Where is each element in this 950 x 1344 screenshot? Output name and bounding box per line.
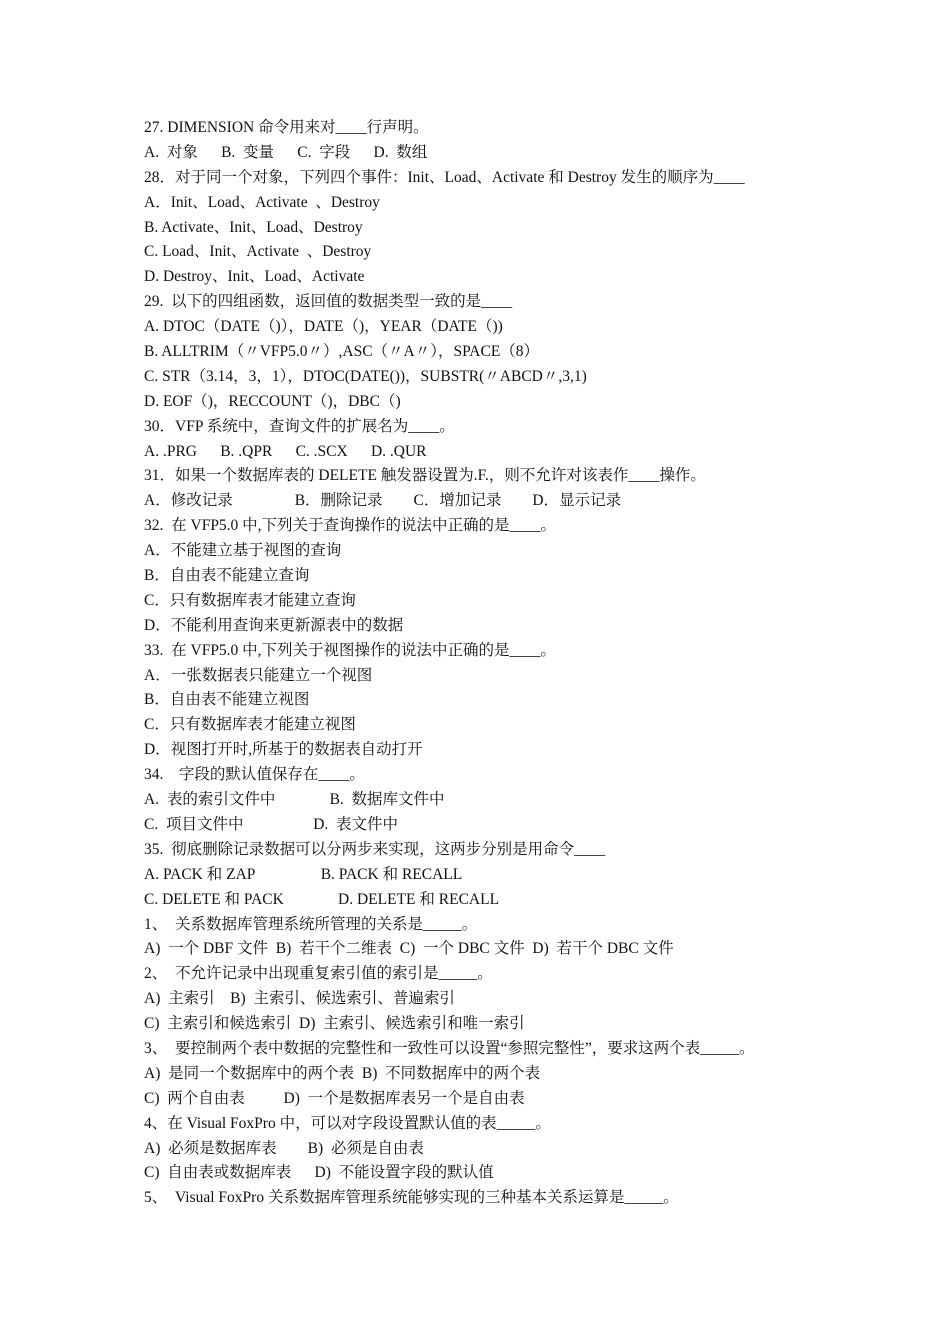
text-line: 2、 不允许记录中出现重复索引值的索引是_____。 — [144, 965, 493, 983]
text-line: A．修改记录 B．删除记录 C．增加记录 D．显示记录 — [144, 492, 622, 510]
text-line: 3、 要控制两个表中数据的完整性和一致性可以设置“参照完整性”，要求这两个表_____。 — [144, 1039, 755, 1057]
text-line: A. DTOC（DATE（)），DATE（)，YEAR（DATE（)) — [144, 318, 503, 336]
text-line: A．不能建立基于视图的查询 — [144, 542, 342, 560]
text-line: C. Load、Init、Activate 、Destroy — [144, 243, 372, 261]
text-line: 33. 在 VFP5.0 中,下列关于视图操作的说法中正确的是____。 — [144, 641, 557, 659]
text-line: A．一张数据表只能建立一个视图 — [144, 666, 373, 684]
text-line: A．Init、Load、Activate 、Destroy — [144, 193, 380, 211]
text-line: A) 必须是数据库表 B) 必须是自由表 — [144, 1139, 424, 1157]
text-line: 29. 以下的四组函数，返回值的数据类型一致的是____ — [144, 293, 513, 311]
text-line: 34. 字段的默认值保存在____。 — [144, 766, 365, 784]
text-line: A) 主索引 B) 主索引、候选索引、普遍索引 — [144, 990, 455, 1008]
text-line: B．自由表不能建立视图 — [144, 691, 310, 709]
text-line: C．只有数据库表才能建立查询 — [144, 591, 356, 609]
text-line: D. EOF（)，RECCOUNT（)，DBC（) — [144, 392, 401, 410]
text-line: 4、在 Visual FoxPro 中，可以对字段设置默认值的表_____。 — [144, 1114, 551, 1132]
text-line: B. Activate、Init、Load、Destroy — [144, 218, 363, 236]
text-line: C. 项目文件中 D. 表文件中 — [144, 815, 399, 833]
text-line: C) 两个自由表 D) 一个是数据库表另一个是自由表 — [144, 1089, 525, 1107]
text-line: D. Destroy、Init、Load、Activate — [144, 268, 365, 286]
text-line: C) 主索引和候选索引 D) 主索引、候选索引和唯一索引 — [144, 1015, 525, 1033]
text-line: D．视图打开时,所基于的数据表自动打开 — [144, 741, 423, 759]
text-line: C. DELETE 和 PACK D. DELETE 和 RECALL — [144, 890, 500, 908]
text-line: B．自由表不能建立查询 — [144, 567, 310, 585]
text-line: D．不能利用查询来更新源表中的数据 — [144, 616, 404, 634]
text-line: C．只有数据库表才能建立视图 — [144, 716, 356, 734]
text-line: A. .PRG B. .QPR C. .SCX D. .QUR — [144, 442, 427, 460]
text-line: 1、 关系数据库管理系统所管理的关系是_____。 — [144, 915, 478, 933]
text-line: A. PACK 和 ZAP B. PACK 和 RECALL — [144, 865, 463, 883]
text-line: A) 是同一个数据库中的两个表 B) 不同数据库中的两个表 — [144, 1064, 541, 1082]
text-line: A. 表的索引文件中 B. 数据库文件中 — [144, 791, 445, 809]
text-line: 31．如果一个数据库表的 DELETE 触发器设置为.F.，则不允许对该表作____操作。 — [144, 467, 706, 485]
text-line: 32. 在 VFP5.0 中,下列关于查询操作的说法中正确的是____。 — [144, 517, 557, 535]
question-text — [144, 116, 924, 1211]
text-line: B. ALLTRIM（〃VFP5.0〃）,ASC（〃A〃），SPACE（8） — [144, 343, 540, 361]
text-line: 35. 彻底删除记录数据可以分两步来实现，这两步分别是用命令____ — [144, 840, 606, 858]
text-line: A. 对象 B. 变量 C. 字段 D. 数组 — [144, 143, 428, 161]
text-line: 28．对于同一个对象，下列四个事件：Init、Load、Activate 和 Destroy 发生的顺序为____ — [144, 168, 745, 186]
text-line: C) 自由表或数据库表 D) 不能设置字段的默认值 — [144, 1164, 494, 1182]
text-line: 30．VFP 系统中，查询文件的扩展名为____。 — [144, 417, 455, 435]
text-line: C. STR（3.14，3，1），DTOC(DATE())，SUBSTR(〃ABCD〃,3,1) — [144, 367, 587, 385]
text-line: 5、 Visual FoxPro 关系数据库管理系统能够实现的三种基本关系运算是_____。 — [144, 1189, 679, 1207]
text-line: 27. DIMENSION 命令用来对____行声明。 — [144, 119, 429, 136]
text-line: A) 一个 DBF 文件 B) 若干个二维表 C) 一个 DBC 文件 D) 若干个 DBC 文件 — [144, 940, 674, 958]
